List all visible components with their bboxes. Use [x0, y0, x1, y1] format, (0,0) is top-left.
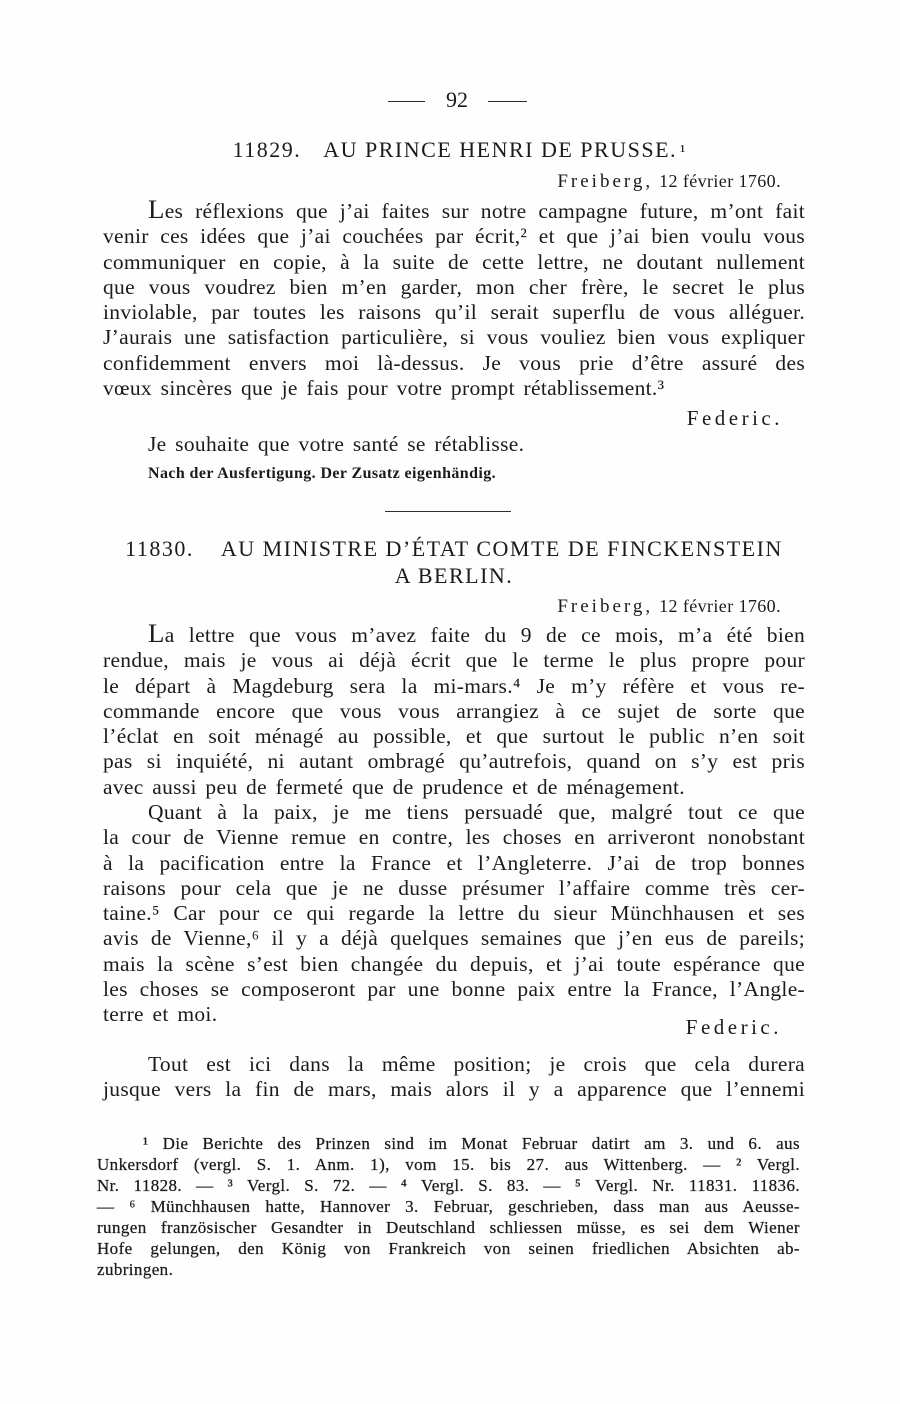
dateline-date: 12 février 1760. [659, 596, 781, 616]
footnote-line: Unkersdorf (vergl. S. 1. Anm. 1), vom 15. bis 27. aus Wittenberg. — ² Vergl. [97, 1155, 800, 1174]
text-line: avis de Vienne,⁶ il y a déjà quelques semaines que j’en eus de pareils; [103, 926, 805, 951]
text-line: inviolable, par toutes les raisons qu’il serait superflu de vous alléguer. [103, 300, 805, 325]
letter-number: 11829. [232, 137, 302, 162]
footnote-line: zubringen. [97, 1260, 174, 1279]
dateline-date: 12 février 1760. [659, 171, 781, 191]
text-line: confidemment envers moi là-dessus. Je vous prie d’être assuré des [103, 350, 805, 375]
footnote-line: rungen französischer Gesandter in Deutschland schliessen müsse, es sei dem Wiener [97, 1218, 800, 1237]
postscript: Je souhaite que votre santé se rétablisse. [148, 432, 525, 456]
letter-paragraph [103, 194, 805, 401]
page-number: 92 [446, 87, 468, 112]
text-line: taine.⁵ Car pour ce qui regarde la lettre du sieur Münchhausen et ses [103, 901, 805, 926]
dateline-place: Freiberg, [557, 171, 654, 192]
letter-number: 11830. [125, 536, 194, 561]
page-number-rule-right [488, 101, 527, 102]
dateline [557, 594, 781, 620]
section-separator [385, 511, 511, 512]
footnote-line: — ⁶ Münchhausen hatte, Hannover 3. Februar, geschrieben, dass man aus Aeusse- [97, 1197, 800, 1216]
postscript [103, 1052, 805, 1103]
signature: Federic. [685, 1015, 782, 1039]
text-line: l’éclat en soit ménagé au possible, et que surtout le public n’en soit [103, 724, 805, 749]
footnotes [97, 1133, 800, 1280]
text-line: vœux sincères que je fais pour votre prompt rétablissement.³ [103, 376, 665, 401]
text-line: Tout est ici dans la même position; je crois que cela durera [148, 1052, 805, 1076]
text-line: Quant à la paix, je me tiens persuadé que, malgré tout ce que [148, 800, 805, 824]
text-line: rendue, mais je vous ai déjà écrit que le terme le plus propre pour [103, 648, 805, 673]
text-line: jusque vers la fin de mars, mais alors il y a apparence que l’ennemi [103, 1077, 805, 1102]
letter-paragraph [103, 618, 805, 800]
text-line: avec aussi peu de fermeté que de prudence et de ménagement. [103, 774, 685, 799]
dateline [557, 169, 781, 195]
letter-heading [103, 535, 805, 562]
text-line: commande encore que vous vous arrangiez à ce sujet de sorte que [103, 698, 805, 723]
letter-title: AU MINISTRE D’ÉTAT COMTE DE FINCKENSTEIN [220, 536, 783, 561]
letter-heading [108, 136, 810, 165]
text-line: à la pacification entre la France et l’Angleterre. J’ai de trop bonnes [103, 850, 805, 875]
signature: Federic. [686, 406, 783, 430]
dateline-place: Freiberg, [557, 596, 654, 617]
footnote-ref: ¹ [680, 141, 686, 161]
text-line: le départ à Magdeburg sera la mi-mars.⁴ Je m’y réfère et vous re- [103, 673, 805, 698]
letter-title-line2: A BERLIN. [394, 563, 514, 588]
page-number-rule-left [388, 101, 425, 102]
text-line: Les réflexions que j’ai faites sur notre campagne future, m’ont fait [148, 194, 805, 224]
text-line: les choses se composeront par une bonne paix entre la France, l’Angle- [103, 977, 805, 1002]
text-line: pas si inquiété, ni autant ombragé qu’autrefois, quand on s’y est pris [103, 749, 805, 774]
text-line: que vous voudrez bien m’en garder, mon cher frère, le secret le plus [103, 274, 805, 299]
text-line: communiquer en copie, à la suite de cette lettre, ne doutant nullement [103, 249, 805, 274]
source-note: Nach der Ausfertigung. Der Zusatz eigenhändig. [148, 465, 497, 482]
footnote-line: Hofe gelungen, den König von Frankreich von seinen friedlichen Absichten ab- [97, 1239, 800, 1258]
text-line: raisons pour cela que je ne dusse présumer l’affaire comme très cer- [103, 875, 805, 900]
text-line: venir ces idées que j’ai couchées par écrit,² et que j’ai bien voulu vous [103, 224, 805, 249]
text-line: terre et moi. [103, 1002, 218, 1027]
text-line: la cour de Vienne remue en contre, les choses en arriveront nonobstant [103, 825, 805, 850]
letter-title: AU PRINCE HENRI DE PRUSSE. [323, 137, 678, 162]
footnote-line: ¹ Die Berichte des Prinzen sind im Monat Februar datirt am 3. und 6. aus [143, 1134, 800, 1153]
letter-paragraph [103, 800, 805, 1028]
text-line: La lettre que vous m’avez faite du 9 de ce mois, m’a été bien [148, 618, 805, 648]
footnote-line: Nr. 11828. — ³ Vergl. S. 72. — ⁴ Vergl. S. 83. — ⁵ Vergl. Nr. 11831. 11836. [97, 1176, 800, 1195]
text-line: J’aurais une satisfaction particulière, si vous vouliez bien vous expliquer [103, 325, 805, 350]
text-line: mais la scène s’est bien changée du depuis, et j’ai toute espérance que [103, 951, 805, 976]
